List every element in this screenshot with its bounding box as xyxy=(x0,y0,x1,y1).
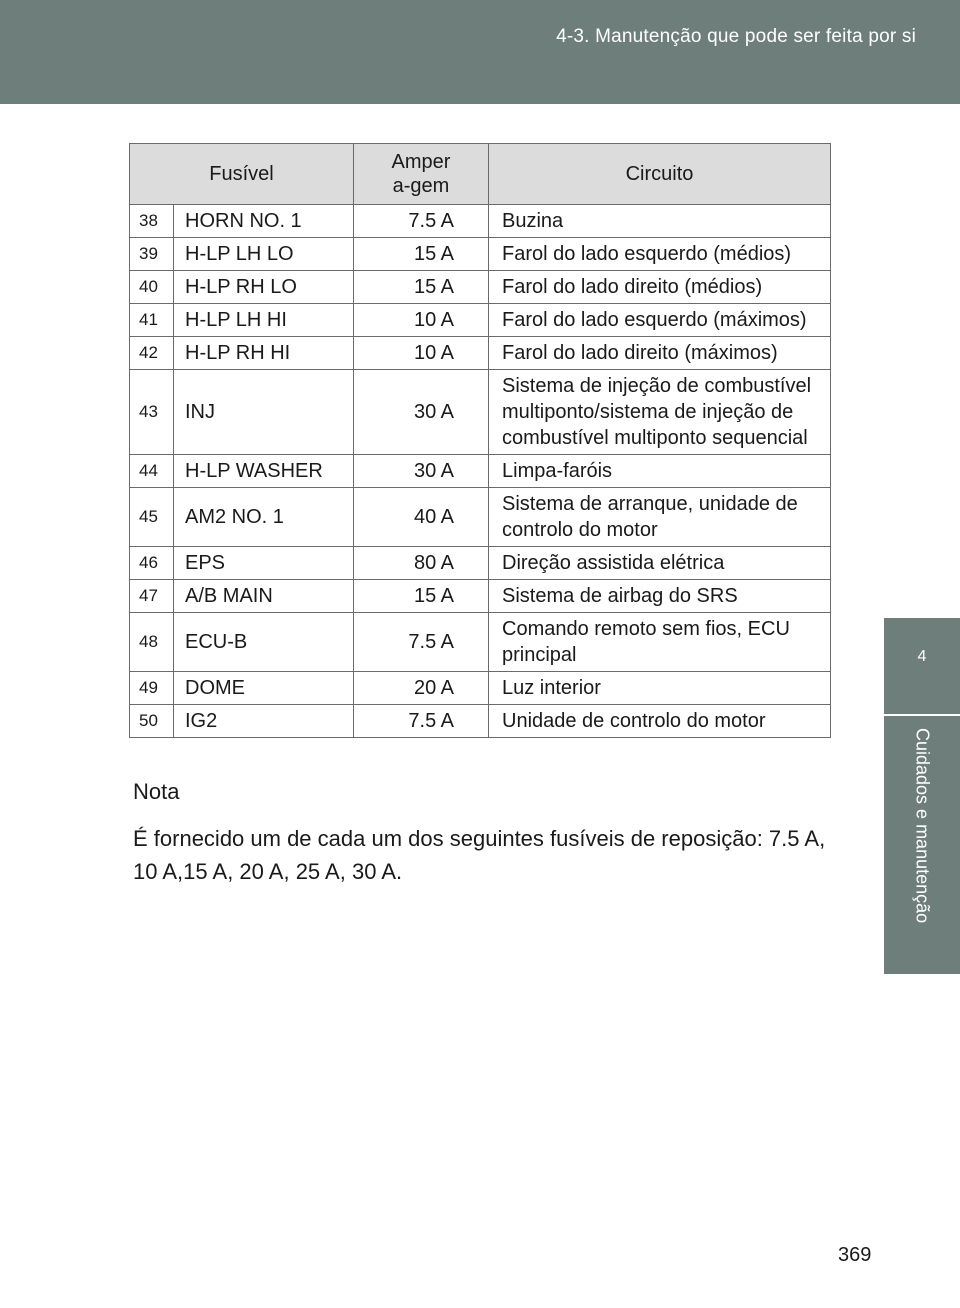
header-amperage-text: Ampera-gem xyxy=(391,151,451,197)
fuse-circuit: Comando remoto sem fios, ECU principal xyxy=(489,613,831,672)
fuse-name: H-LP LH LO xyxy=(174,238,354,271)
table-row xyxy=(130,337,831,370)
fuse-amperage: 15 A xyxy=(354,238,489,271)
page-number: 369 xyxy=(838,1244,872,1266)
fuse-name: INJ xyxy=(174,370,354,455)
chapter-label: Cuidados e manutenção xyxy=(912,728,933,924)
fuse-table xyxy=(129,143,831,738)
note-title: Nota xyxy=(133,779,180,804)
header-circuit: Circuito xyxy=(489,144,831,205)
table-row xyxy=(130,238,831,271)
fuse-name: H-LP LH HI xyxy=(174,304,354,337)
table-row xyxy=(130,705,831,738)
fuse-circuit: Luz interior xyxy=(489,672,831,705)
note-body: É fornecido um de cada um dos seguintes fusíveis de reposição: 7.5 A, 10 A,15 A, 20 A, 25 A, 30 A. xyxy=(133,826,826,884)
fuse-number: 49 xyxy=(130,672,174,705)
fuse-circuit: Farol do lado esquerdo (máximos) xyxy=(489,304,831,337)
fuse-amperage: 15 A xyxy=(354,271,489,304)
table-header-row xyxy=(130,144,831,205)
fuse-amperage: 15 A xyxy=(354,580,489,613)
table-row xyxy=(130,370,831,455)
header-fuse: Fusível xyxy=(130,144,354,205)
fuse-number: 45 xyxy=(130,488,174,547)
fuse-name: IG2 xyxy=(174,705,354,738)
fuse-circuit: Sistema de airbag do SRS xyxy=(489,580,831,613)
fuse-amperage: 40 A xyxy=(354,488,489,547)
fuse-number: 50 xyxy=(130,705,174,738)
chapter-tab-label xyxy=(884,716,960,974)
fuse-circuit: Limpa-faróis xyxy=(489,455,831,488)
fuse-name: H-LP RH LO xyxy=(174,271,354,304)
fuse-amperage: 30 A xyxy=(354,455,489,488)
fuse-number: 39 xyxy=(130,238,174,271)
fuse-amperage: 7.5 A xyxy=(354,205,489,238)
fuse-name: ECU-B xyxy=(174,613,354,672)
fuse-amperage: 10 A xyxy=(354,304,489,337)
fuse-number: 48 xyxy=(130,613,174,672)
fuse-number: 46 xyxy=(130,547,174,580)
fuse-circuit: Direção assistida elétrica xyxy=(489,547,831,580)
fuse-number: 43 xyxy=(130,370,174,455)
table-row xyxy=(130,488,831,547)
fuse-amperage: 10 A xyxy=(354,337,489,370)
fuse-name: HORN NO. 1 xyxy=(174,205,354,238)
table-row xyxy=(130,547,831,580)
fuse-amperage: 30 A xyxy=(354,370,489,455)
fuse-circuit: Farol do lado esquerdo (médios) xyxy=(489,238,831,271)
table-row xyxy=(130,455,831,488)
fuse-amperage: 80 A xyxy=(354,547,489,580)
fuse-number: 42 xyxy=(130,337,174,370)
fuse-amperage: 7.5 A xyxy=(354,705,489,738)
fuse-amperage: 20 A xyxy=(354,672,489,705)
fuse-name: H-LP WASHER xyxy=(174,455,354,488)
fuse-number: 41 xyxy=(130,304,174,337)
table-row xyxy=(130,304,831,337)
fuse-circuit: Farol do lado direito (médios) xyxy=(489,271,831,304)
fuse-number: 40 xyxy=(130,271,174,304)
fuse-name: EPS xyxy=(174,547,354,580)
table-row xyxy=(130,580,831,613)
table-row xyxy=(130,205,831,238)
fuse-amperage: 7.5 A xyxy=(354,613,489,672)
fuse-circuit: Farol do lado direito (máximos) xyxy=(489,337,831,370)
fuse-circuit: Sistema de injeção de combustível multiponto/sistema de injeção de combustível multiponto sequencial xyxy=(489,370,831,455)
fuse-number: 47 xyxy=(130,580,174,613)
section-title: 4-3. Manutenção que pode ser feita por si xyxy=(556,26,916,47)
fuse-name: A/B MAIN xyxy=(174,580,354,613)
table-row xyxy=(130,672,831,705)
fuse-number: 44 xyxy=(130,455,174,488)
fuse-number: 38 xyxy=(130,205,174,238)
fuse-name: AM2 NO. 1 xyxy=(174,488,354,547)
fuse-circuit: Unidade de controlo do motor xyxy=(489,705,831,738)
chapter-tab-number xyxy=(884,618,960,714)
fuse-name: DOME xyxy=(174,672,354,705)
header-band xyxy=(0,0,960,104)
table-row xyxy=(130,613,831,672)
table-row xyxy=(130,271,831,304)
fuse-name: H-LP RH HI xyxy=(174,337,354,370)
fuse-circuit: Sistema de arranque, unidade de controlo do motor xyxy=(489,488,831,547)
chapter-number: 4 xyxy=(917,648,927,665)
fuse-circuit: Buzina xyxy=(489,205,831,238)
header-amperage xyxy=(354,144,489,205)
